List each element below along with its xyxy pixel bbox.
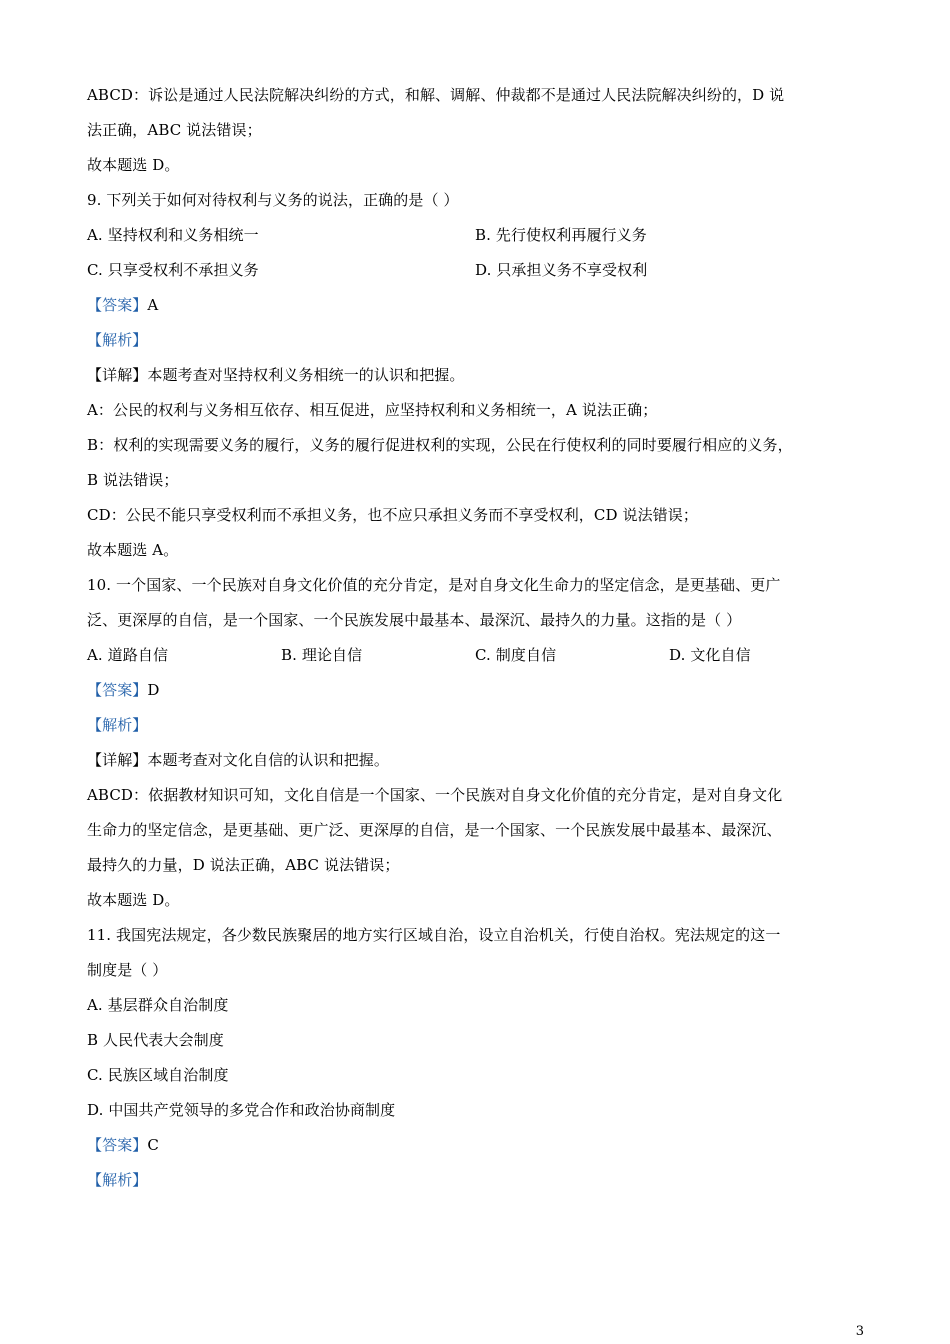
q9-option-c: C. 只享受权利不承担义务 [87,261,259,279]
q11-option-a: A. 基层群众自治制度 [87,996,229,1014]
q11-option-c: C. 民族区域自治制度 [87,1066,229,1084]
page-content [87,78,867,1198]
q9-analysis-line-1: A：公民的权利与义务相互依存、相互促进，应坚持权利和义务相统一，A 说法正确； [87,401,658,419]
q10-option-c: C. 制度自信 [475,646,557,664]
q10-option-a: A. 道路自信 [87,646,169,664]
q9-option-a: A. 坚持权利和义务相统一 [87,226,259,244]
q10-analysis-line-2: 生命力的坚定信念，是更基础、更广泛、更深厚的自信，是一个国家、一个民族发展中最基本、最深沉、 [87,821,782,839]
q11-answer [87,1128,867,1163]
q10-stem-line-2: 泛、更深厚的自信，是一个国家、一个民族发展中最基本、最深沉、最持久的力量。这指的是（ ） [87,611,742,629]
q9-detail [87,358,867,393]
q11-option-b: B 人民代表大会制度 [87,1031,224,1049]
q9-option-d: D. 只承担义务不享受权利 [475,261,648,279]
q10-analysis-line-1: ABCD：依据教材知识可知，文化自信是一个国家、一个民族对自身文化价值的充分肯定，是对自身文化 [87,786,783,804]
q11-option-d: D. 中国共产党领导的多党合作和政治协商制度 [87,1101,396,1119]
q11-stem-line-1: 11. 我国宪法规定，各少数民族聚居的地方实行区域自治，设立自治机关，行使自治权。宪法规定的这一 [87,926,781,944]
q9-answer-value: A [147,296,159,314]
prev-conclusion: 故本题选 D。 [87,156,180,174]
q9-answer [87,288,867,323]
q9-analysis-line-4: CD：公民不能只享受权利而不承担义务，也不应只承担义务而不享受权利，CD 说法错误； [87,506,698,524]
page-number: 3 [855,1324,864,1339]
q10-detail-tag: 【详解】 [87,751,148,769]
q9-analysis-tag: 【解析】 [87,331,148,349]
q9-detail-text: 本题考查对坚持权利义务相统一的认识和把握。 [147,366,465,384]
q10-answer-tag: 【答案】 [87,681,148,699]
q10-detail-text: 本题考查对文化自信的认识和把握。 [147,751,390,769]
q9-option-b: B. 先行使权利再履行义务 [475,226,647,244]
q9-stem: 9. 下列关于如何对待权利与义务的说法，正确的是（ ） [87,191,459,209]
q11-stem-line-2: 制度是（ ） [87,961,168,979]
q9-options-row-2 [87,253,867,288]
q11-answer-value: C [147,1136,159,1154]
q9-analysis-line-2: B：权利的实现需要义务的履行，义务的履行促进权利的实现，公民在行使权利的同时要履行相应的义务， [87,436,793,454]
q10-option-b: B. 理论自信 [281,646,363,664]
q10-conclusion: 故本题选 D。 [87,891,180,909]
q11-analysis-tag: 【解析】 [87,1171,148,1189]
q11-answer-tag: 【答案】 [87,1136,148,1154]
q10-options-row [87,638,867,673]
q10-detail [87,743,867,778]
q11-analysis [87,1163,867,1198]
q10-answer [87,673,867,708]
q10-option-d: D. 文化自信 [669,646,751,664]
q10-analysis-tag: 【解析】 [87,716,148,734]
q9-conclusion: 故本题选 A。 [87,541,179,559]
q9-options-row-1 [87,218,867,253]
prev-analysis-line-2: 法正确，ABC 说法错误； [87,121,262,139]
q10-answer-value: D [147,681,160,699]
q9-analysis-line-3: B 说法错误； [87,471,179,489]
q9-analysis [87,323,867,358]
prev-analysis-line-1: ABCD：诉讼是通过人民法院解决纠纷的方式，和解、调解、仲裁都不是通过人民法院解决纠纷的，D 说 [87,86,785,104]
q10-analysis [87,708,867,743]
q9-answer-tag: 【答案】 [87,296,148,314]
q9-detail-tag: 【详解】 [87,366,148,384]
q10-stem-line-1: 10. 一个国家、一个民族对自身文化价值的充分肯定，是对自身文化生命力的坚定信念，是更基础、更广 [87,576,781,594]
q10-analysis-line-3: 最持久的力量，D 说法正确，ABC 说法错误； [87,856,400,874]
